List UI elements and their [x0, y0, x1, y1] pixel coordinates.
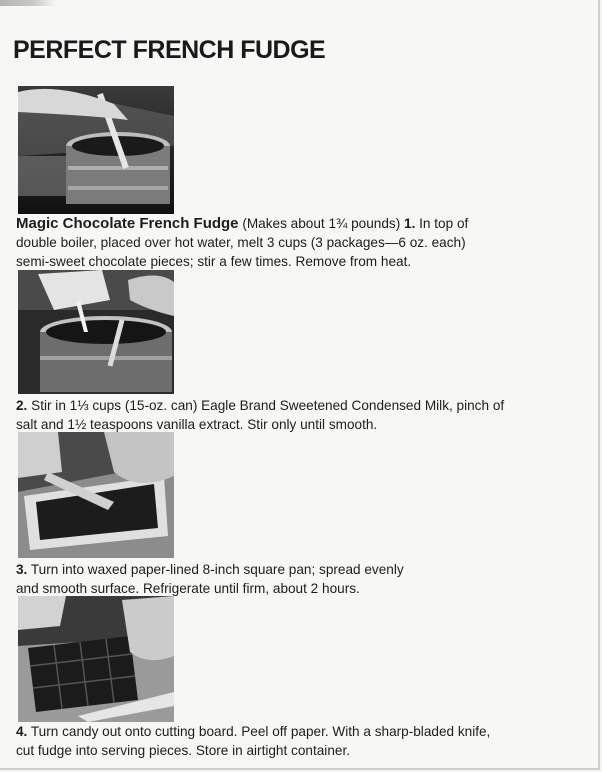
photo-pouring-milk	[18, 270, 174, 394]
step-1-text: In top of	[419, 216, 469, 231]
step-2-number: 2.	[16, 398, 28, 413]
step-2	[16, 396, 556, 434]
step-4-number: 4.	[16, 724, 28, 739]
intro-text	[16, 214, 556, 271]
page-title: PERFECT FRENCH FUDGE	[13, 36, 326, 64]
step-3-number: 3.	[16, 562, 28, 577]
step-3-text: Turn into waxed paper-lined 8-inch square pan; spread evenly	[30, 562, 404, 577]
photo-spreading-pan	[18, 432, 174, 558]
step-4	[16, 722, 556, 760]
photo-double-boiler	[18, 86, 174, 214]
step-1-text-line2: double boiler, placed over hot water, melt 3 cups (3 packages—6 oz. each)	[16, 235, 466, 250]
recipe-yield: (Makes about 1¾ pounds)	[242, 216, 401, 231]
step-2-text-line2: salt and 1½ teaspoons vanilla extract. Stir only until smooth.	[16, 417, 378, 432]
page-edge-mark	[0, 0, 56, 6]
recipe-name: Magic Chocolate French Fudge	[16, 215, 239, 232]
step-1-text-line3: semi-sweet chocolate pieces; stir a few times. Remove from heat.	[16, 254, 412, 269]
step-1-number: 1.	[404, 216, 416, 231]
step-4-text: Turn candy out onto cutting board. Peel off paper. With a sharp-bladed knife,	[30, 724, 491, 739]
step-2-text: Stir in 1⅓ cups (15-oz. can) Eagle Brand Sweetened Condensed Milk, pinch of	[31, 398, 505, 413]
step-3	[16, 560, 556, 598]
step-4-text-line2: cut fudge into serving pieces. Store in airtight container.	[16, 743, 350, 758]
photo-cut-fudge	[18, 596, 174, 722]
step-3-text-line2: and smooth surface. Refrigerate until firm, about 2 hours.	[16, 581, 360, 596]
